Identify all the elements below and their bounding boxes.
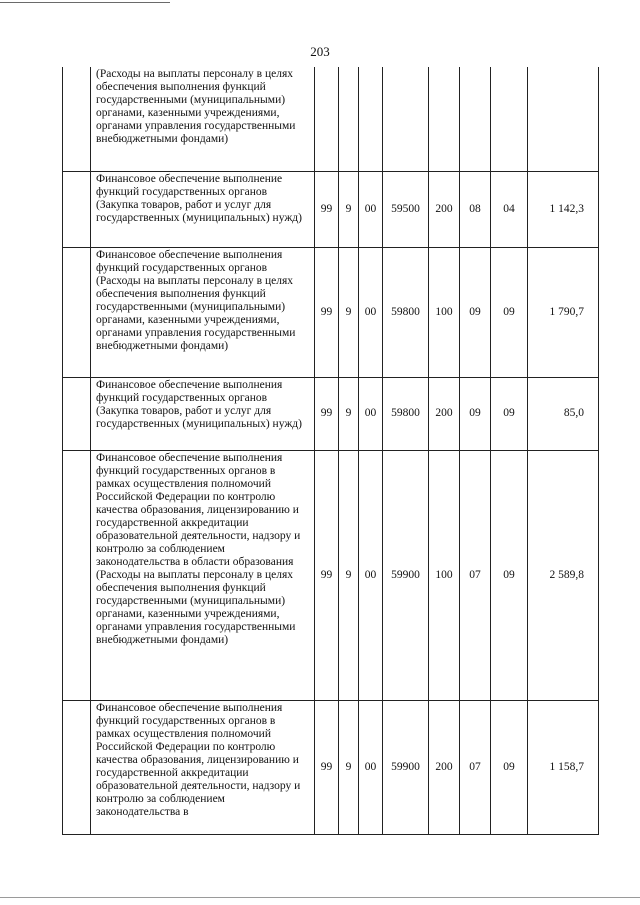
subsection-cell: 09 [491, 700, 528, 834]
code-cell-2: 9 [339, 450, 359, 700]
code-cell-5: 100 [429, 450, 460, 700]
code-cell-3: 00 [359, 700, 383, 834]
code-cell-4 [383, 67, 429, 171]
scan-artifact-bottom [0, 897, 640, 898]
code-cell-2 [339, 67, 359, 171]
code-cell-2: 9 [339, 700, 359, 834]
code-cell-4: 59900 [383, 700, 429, 834]
row-index-cell [63, 700, 91, 834]
subsection-cell: 09 [491, 450, 528, 700]
code-cell-4: 59800 [383, 377, 429, 450]
code-cell-2: 9 [339, 247, 359, 377]
subsection-cell: 09 [491, 377, 528, 450]
code-cell-3 [359, 67, 383, 171]
code-cell-5: 100 [429, 247, 460, 377]
table-row [63, 171, 599, 247]
section-cell [460, 67, 491, 171]
row-index-cell [63, 67, 91, 171]
code-cell-5: 200 [429, 377, 460, 450]
code-cell-1: 99 [315, 247, 339, 377]
amount-cell: 2 589,8 [528, 450, 599, 700]
table-row [63, 700, 599, 834]
subsection-cell: 09 [491, 247, 528, 377]
code-cell-3: 00 [359, 247, 383, 377]
section-cell: 09 [460, 247, 491, 377]
table-row [63, 67, 599, 171]
code-cell-2: 9 [339, 171, 359, 247]
code-cell-4: 59800 [383, 247, 429, 377]
description-cell: Финансовое обеспечение выполнения функций государственных органов (Расходы на выплаты персоналу в целях обеспечения выполнения функций государственными (муниципальными) органами, казенными учреждениями, органами управления государственными внебюджетными фондами) [91, 247, 315, 377]
code-cell-1: 99 [315, 450, 339, 700]
scan-artifact-top [0, 2, 170, 3]
page-number: 203 [310, 44, 330, 59]
row-index-cell [63, 247, 91, 377]
budget-table [62, 67, 599, 835]
row-index-cell [63, 450, 91, 700]
description-cell: Финансовое обеспечение выполнения функций государственных органов в рамках осуществления полномочий Российской Федерации по контролю качества образования, лицензированию и государственной аккредитации образовательной деятельности, надзору и контролю за соблюдением законодательства в области образования (Расходы на выплаты персоналу в целях обеспечения выполнения функций государственными (муниципальными) органами, казенными учреждениями, органами управления государственными внебюджетными фондами) [91, 450, 315, 700]
amount-cell: 85,0 [528, 377, 599, 450]
section-cell: 07 [460, 450, 491, 700]
row-index-cell [63, 377, 91, 450]
code-cell-1 [315, 67, 339, 171]
description-cell: Финансовое обеспечение выполнения функций государственных органов в рамках осуществления полномочий Российской Федерации по контролю качества образования, лицензированию и государственной аккредитации образовательной деятельности, надзору и контролю за соблюдением законодательства в [91, 700, 315, 834]
subsection-cell: 04 [491, 171, 528, 247]
code-cell-3: 00 [359, 171, 383, 247]
description-cell: Финансовое обеспечение выполнения функций государственных органов (Закупка товаров, работ и услуг для государственных (муниципальных) нужд) [91, 377, 315, 450]
section-cell: 08 [460, 171, 491, 247]
table-row [63, 377, 599, 450]
code-cell-3: 00 [359, 450, 383, 700]
table-row [63, 450, 599, 700]
amount-cell: 1 158,7 [528, 700, 599, 834]
code-cell-4: 59500 [383, 171, 429, 247]
section-cell: 07 [460, 700, 491, 834]
description-cell: Финансовое обеспечение выполнение функций государственных органов (Закупка товаров, работ и услуг для государственных (муниципальных) нужд) [91, 171, 315, 247]
code-cell-1: 99 [315, 171, 339, 247]
code-cell-1: 99 [315, 700, 339, 834]
subsection-cell [491, 67, 528, 171]
code-cell-3: 00 [359, 377, 383, 450]
row-index-cell [63, 171, 91, 247]
amount-cell: 1 790,7 [528, 247, 599, 377]
section-cell: 09 [460, 377, 491, 450]
code-cell-5: 200 [429, 171, 460, 247]
code-cell-1: 99 [315, 377, 339, 450]
code-cell-2: 9 [339, 377, 359, 450]
amount-cell [528, 67, 599, 171]
table-row [63, 247, 599, 377]
code-cell-5 [429, 67, 460, 171]
code-cell-5: 200 [429, 700, 460, 834]
description-cell: (Расходы на выплаты персоналу в целях обеспечения выполнения функций государственными (муниципальными) органами, казенными учреждениями, органами управления государственными внебюджетными фондами) [91, 67, 315, 171]
amount-cell: 1 142,3 [528, 171, 599, 247]
code-cell-4: 59900 [383, 450, 429, 700]
